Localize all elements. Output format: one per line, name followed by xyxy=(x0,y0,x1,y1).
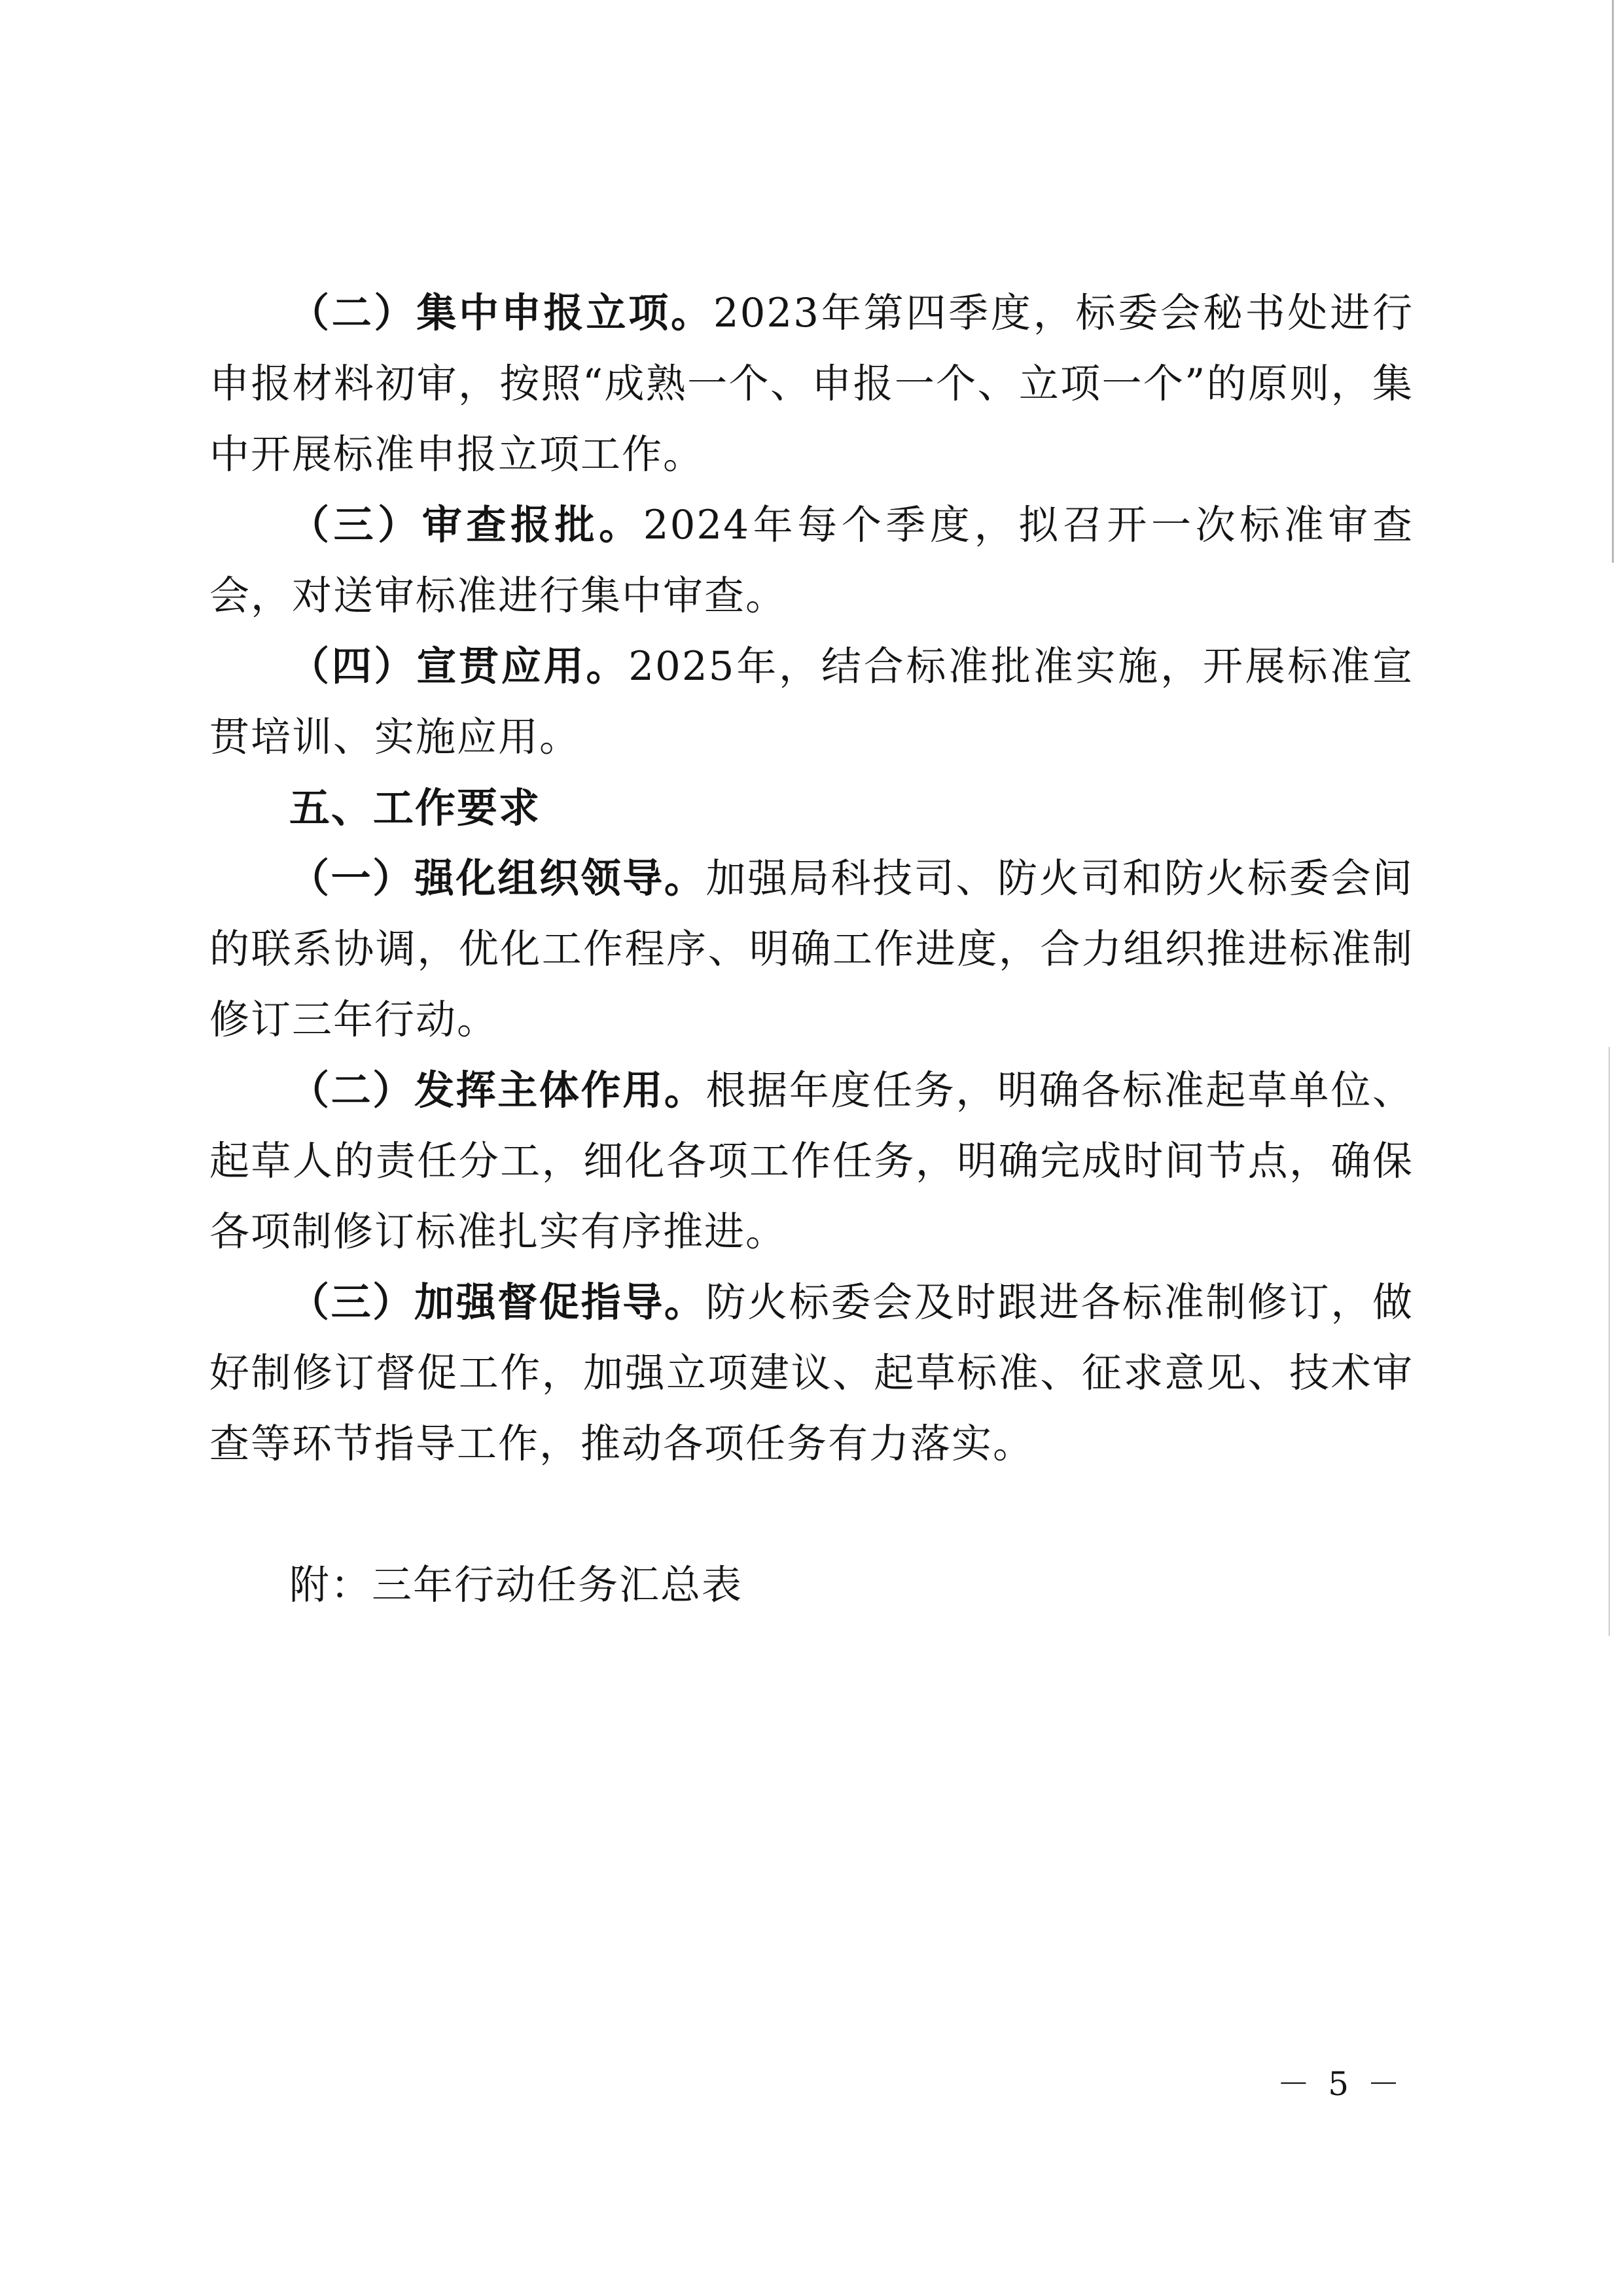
paragraph-main-role xyxy=(209,1055,1414,1267)
paragraph-text: 加强局科技司、防火司和防火标委会间的联系协调，优化工作程序、明确工作进度，合力组织推进标准制修订三年行动。 xyxy=(209,855,1414,1043)
paragraph-supervision xyxy=(209,1267,1414,1479)
paragraph-review-approval xyxy=(209,490,1414,631)
paragraph-lead: （二）集中申报立项。 xyxy=(289,290,713,336)
paragraph-lead: （二）发挥主体作用。 xyxy=(289,1067,706,1114)
paragraph-text: 2024年每个季度，拟召开一次标准审查会，对送审标准进行集中审查。 xyxy=(209,502,1414,619)
attachment-note: 附：三年行动任务汇总表 xyxy=(289,1562,743,1608)
paragraph-lead: （四）宣贯应用。 xyxy=(289,643,629,690)
paragraph-text: 2025年，结合标准批准实施，开展标准宣贯培训、实施应用。 xyxy=(209,643,1414,760)
scan-edge-line xyxy=(1609,1047,1610,1636)
scan-edge-line xyxy=(1612,0,1614,563)
section-heading: 五、工作要求 xyxy=(289,784,541,832)
blank-line xyxy=(209,1479,1414,1550)
paragraph-lead: （一）强化组织领导。 xyxy=(289,855,706,902)
paragraph-strengthen-leadership xyxy=(209,843,1414,1055)
paragraph-text: 防火标委会及时跟进各标准制修订，做好制修订督促工作，加强立项建议、起草标准、征求意见、技术审查等环节指导工作，推动各项任务有力落实。 xyxy=(209,1279,1414,1467)
paragraph-lead: （三）加强督促指导。 xyxy=(289,1279,706,1326)
paragraph-text: 2023年第四季度，标委会秘书处进行申报材料初审，按照“成熟一个、申报一个、立项一个”的原则，集中开展标准申报立项工作。 xyxy=(209,290,1414,478)
page-number: － 5 － xyxy=(1277,2065,1404,2103)
paragraph-centralized-application xyxy=(209,278,1414,490)
paragraph-text: 根据年度任务，明确各标准起草单位、起草人的责任分工，细化各项工作任务，明确完成时间节点，确保各项制修订标准扎实有序推进。 xyxy=(209,1067,1414,1255)
paragraph-lead: （三）审查报批。 xyxy=(289,502,643,548)
paragraph-publicize-apply xyxy=(209,631,1414,773)
document-body xyxy=(209,278,1414,1621)
